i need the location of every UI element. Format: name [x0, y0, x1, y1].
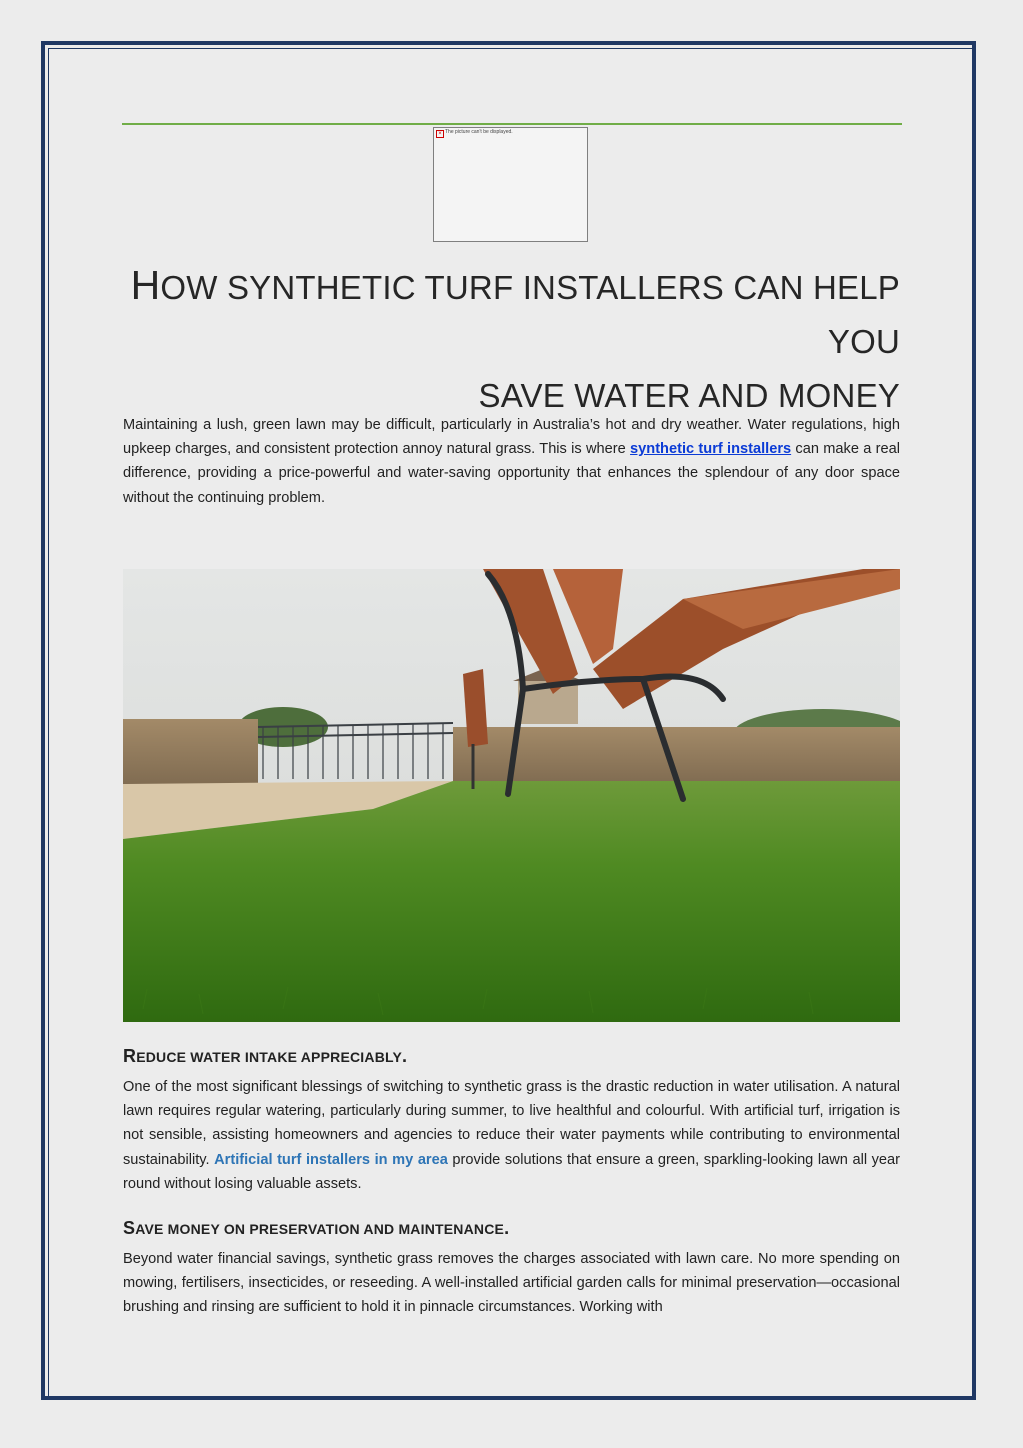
placeholder-text: The picture can't be displayed. [445, 129, 513, 135]
section1-heading-period: . [402, 1046, 408, 1066]
broken-image-icon: × [436, 130, 444, 138]
synthetic-turf-installers-link[interactable]: synthetic turf installers [630, 441, 792, 458]
section1-heading [123, 1046, 407, 1067]
title-line2: SAVE WATER AND MONEY [478, 377, 900, 414]
intro-paragraph [123, 413, 900, 510]
artificial-turf-installers-link[interactable]: Artificial turf installers in my area [214, 1151, 448, 1168]
section1-paragraph [123, 1075, 900, 1196]
lawn-bench-photo [123, 569, 900, 1022]
title-initial: H [130, 262, 161, 308]
section1-text-2: provide solutions that ensure a green, sparkling-looking lawn all year round without losing valuable assets. [123, 1151, 901, 1192]
intro-text-1: Maintaining a lush, green lawn may be difficult, particularly in Australia’s hot and dry weather. Water regulations, high upkeep charges, and consistent protection annoy natural grass. This is where [123, 417, 900, 458]
section1-heading-text: EDUCE WATER INTAKE APPRECIABLY [136, 1049, 403, 1065]
section2-heading [123, 1218, 509, 1239]
broken-image-placeholder [433, 127, 588, 242]
section2-heading-period: . [504, 1218, 510, 1238]
header-rule [122, 123, 902, 125]
page-title [122, 258, 900, 423]
section1-text-1: One of the most significant blessings of switching to synthetic grass is the drastic reduction in water utilisation. A natural lawn requires regular watering, particularly during summer, to live healthful and colourful. With artificial turf, irrigation is not sensible, assisting homeowners and agencies to reduce their water payments while contributing to environmental sustainability. [123, 1079, 900, 1168]
title-line1: OW SYNTHETIC TURF INSTALLERS CAN HELP YOU [160, 269, 900, 360]
intro-text-2: can make a real difference, providing a price-powerful and water-saving opportunity that enhances the splendour of any door space without the continuing problem. [123, 441, 900, 506]
section2-paragraph: Beyond water financial savings, synthetic grass removes the charges associated with lawn care. No more spending on mowing, fertilisers, insecticides, or reseeding. A well-installed artificial garden calls for minimal preservation—occasional brushing and rinsing are sufficient to hold it in pinnacle circumstances. Working with [123, 1251, 900, 1316]
section1-heading-initial: R [123, 1046, 137, 1066]
section2-heading-text: AVE MONEY ON PRESERVATION AND MAINTENANCE [135, 1221, 505, 1237]
section2-heading-initial: S [123, 1218, 136, 1238]
